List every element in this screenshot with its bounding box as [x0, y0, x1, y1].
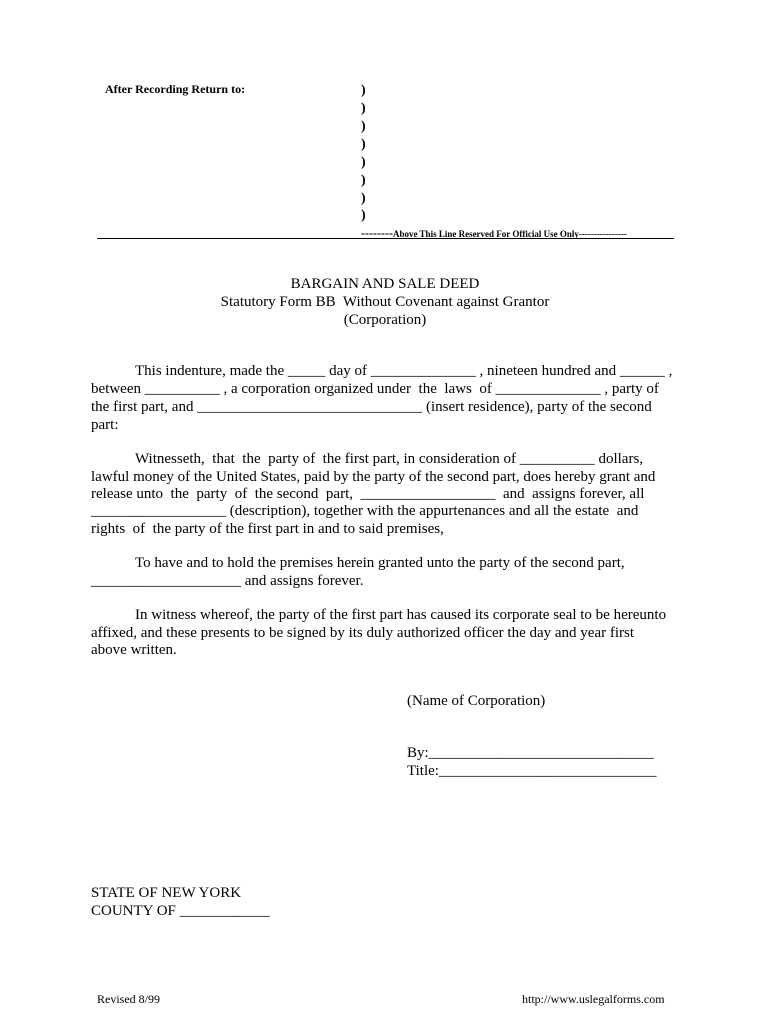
- venue-state: STATE OF NEW YORK: [91, 885, 242, 901]
- bracket-paren: ): [361, 137, 366, 152]
- paragraph-witness-line: above written.: [91, 642, 177, 658]
- signature-by-line: By:______________________________: [407, 745, 654, 761]
- official-use-text: Above This Line Reserved For Official Use Only----------------: [392, 229, 627, 239]
- paragraph-witnesseth-line: rights of the party of the first part in and to said premises,: [91, 521, 444, 537]
- paragraph-habendum-line: ____________________ and assigns forever.: [91, 573, 364, 589]
- source-url: http://www.uslegalforms.com: [522, 992, 665, 1006]
- official-use-dashes: --------: [361, 226, 393, 240]
- bracket-paren: ): [361, 208, 366, 223]
- paragraph-witness-line: affixed, and these presents to be signed by its duly authorized officer the day and year first: [91, 625, 635, 641]
- deed-title: BARGAIN AND SALE DEED: [290, 276, 480, 292]
- corporation-name-placeholder: (Name of Corporation): [407, 693, 546, 709]
- paragraph-witness-line: In witness whereof, the party of the first part has caused its corporate seal to be hereunto: [135, 607, 667, 623]
- bracket-paren: ): [361, 101, 366, 116]
- revision-note: Revised 8/99: [97, 992, 160, 1006]
- paragraph-witnesseth-line: lawful money of the United States, paid by the party of the second part, does hereby grant and: [91, 469, 656, 485]
- bracket-paren: ): [361, 155, 366, 170]
- bracket-paren: ): [361, 191, 366, 206]
- paragraph-indenture-line: part:: [91, 417, 119, 433]
- paragraph-indenture-line: the first part, and ______________________________ (insert residence), party of the second: [91, 399, 652, 415]
- paragraph-indenture-line: This indenture, made the _____ day of ______________ , nineteen hundred and ______ ,: [135, 363, 673, 379]
- venue-county: COUNTY OF ____________: [91, 903, 270, 919]
- official-use-divider: [97, 238, 674, 239]
- deed-corporation-note: (Corporation): [343, 312, 427, 328]
- bracket-paren: ): [361, 173, 366, 188]
- bracket-paren: ): [361, 119, 366, 134]
- deed-subtitle: Statutory Form BB Without Covenant against Grantor: [220, 294, 550, 310]
- signature-title-line: Title:_____________________________: [407, 763, 657, 779]
- paragraph-indenture-line: between __________ , a corporation organized under the laws of ______________ , party of: [91, 381, 659, 397]
- paragraph-habendum-line: To have and to hold the premises herein granted unto the party of the second part,: [135, 555, 625, 571]
- bracket-paren: ): [361, 83, 366, 98]
- paragraph-witnesseth-line: __________________ (description), together with the appurtenances and all the estate and: [91, 503, 639, 519]
- paragraph-witnesseth-line: Witnesseth, that the party of the first part, in consideration of __________ dollars,: [135, 451, 644, 467]
- paragraph-witnesseth-line: release unto the party of the second part, __________________ and assigns forever, all: [91, 486, 645, 502]
- return-address-label: After Recording Return to:: [105, 82, 246, 96]
